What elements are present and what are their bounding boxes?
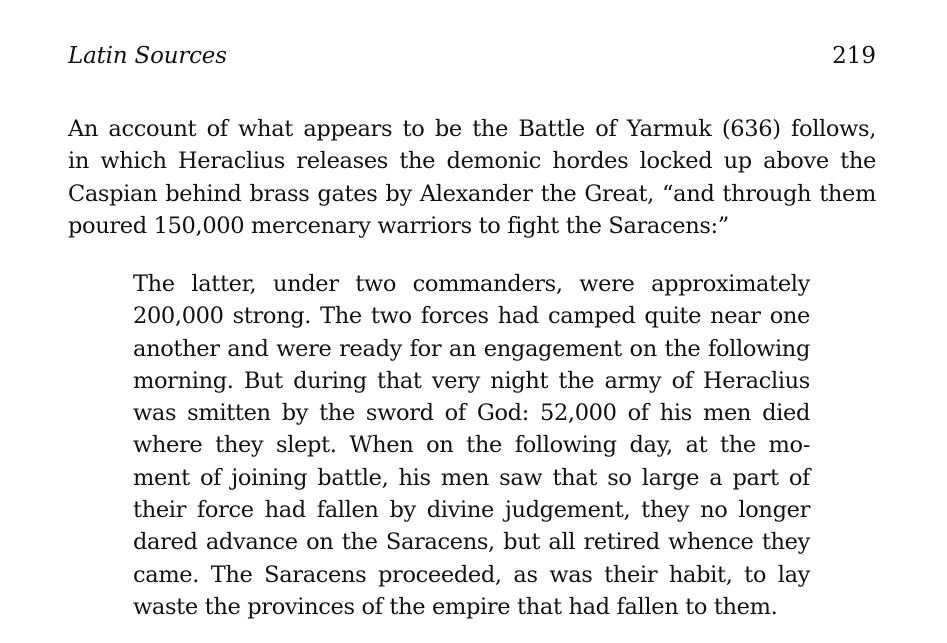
body-paragraph [68,113,876,242]
page-number: 219 [832,43,876,69]
quote-line: waste the provinces of the empire that had fallen to them. [133,593,778,620]
quote-line: came. The Saracens proceeded, as was their habit, to lay [133,561,810,588]
quote-line: 200,000 strong. The two forces had camped quite near one [133,303,810,330]
quote-line: was smitten by the sword of God: 52,000 of his men died [133,400,810,427]
paragraph-line: poured 150,000 mercenary warriors to fight the Saracens:” [68,212,729,239]
quote-line: dared advance on the Saracens, but all retired whence they [133,529,810,556]
paragraph-line: in which Heraclius releases the demonic hordes locked up above the [68,148,876,175]
quote-line: morning. But during that very night the army of Heraclius [133,367,810,394]
running-head [68,40,876,72]
paragraph-line: An account of what appears to be the Battle of Yarmuk (636) follows, [68,116,876,142]
quote-line: The latter, under two commanders, were approximately [133,271,810,297]
quote-line: another and were ready for an engagement on the following [133,335,810,362]
quote-line: where they slept. When on the following day, at the mo- [133,432,810,459]
running-title: Latin Sources [68,43,227,69]
quote-line: their force had fallen by divine judgement, they no longer [133,497,810,524]
quote-line: ment of joining battle, his men saw that so large a part of [133,464,810,491]
block-quote [133,268,810,623]
paragraph-line: Caspian behind brass gates by Alexander the Great, “and through them [68,180,876,207]
